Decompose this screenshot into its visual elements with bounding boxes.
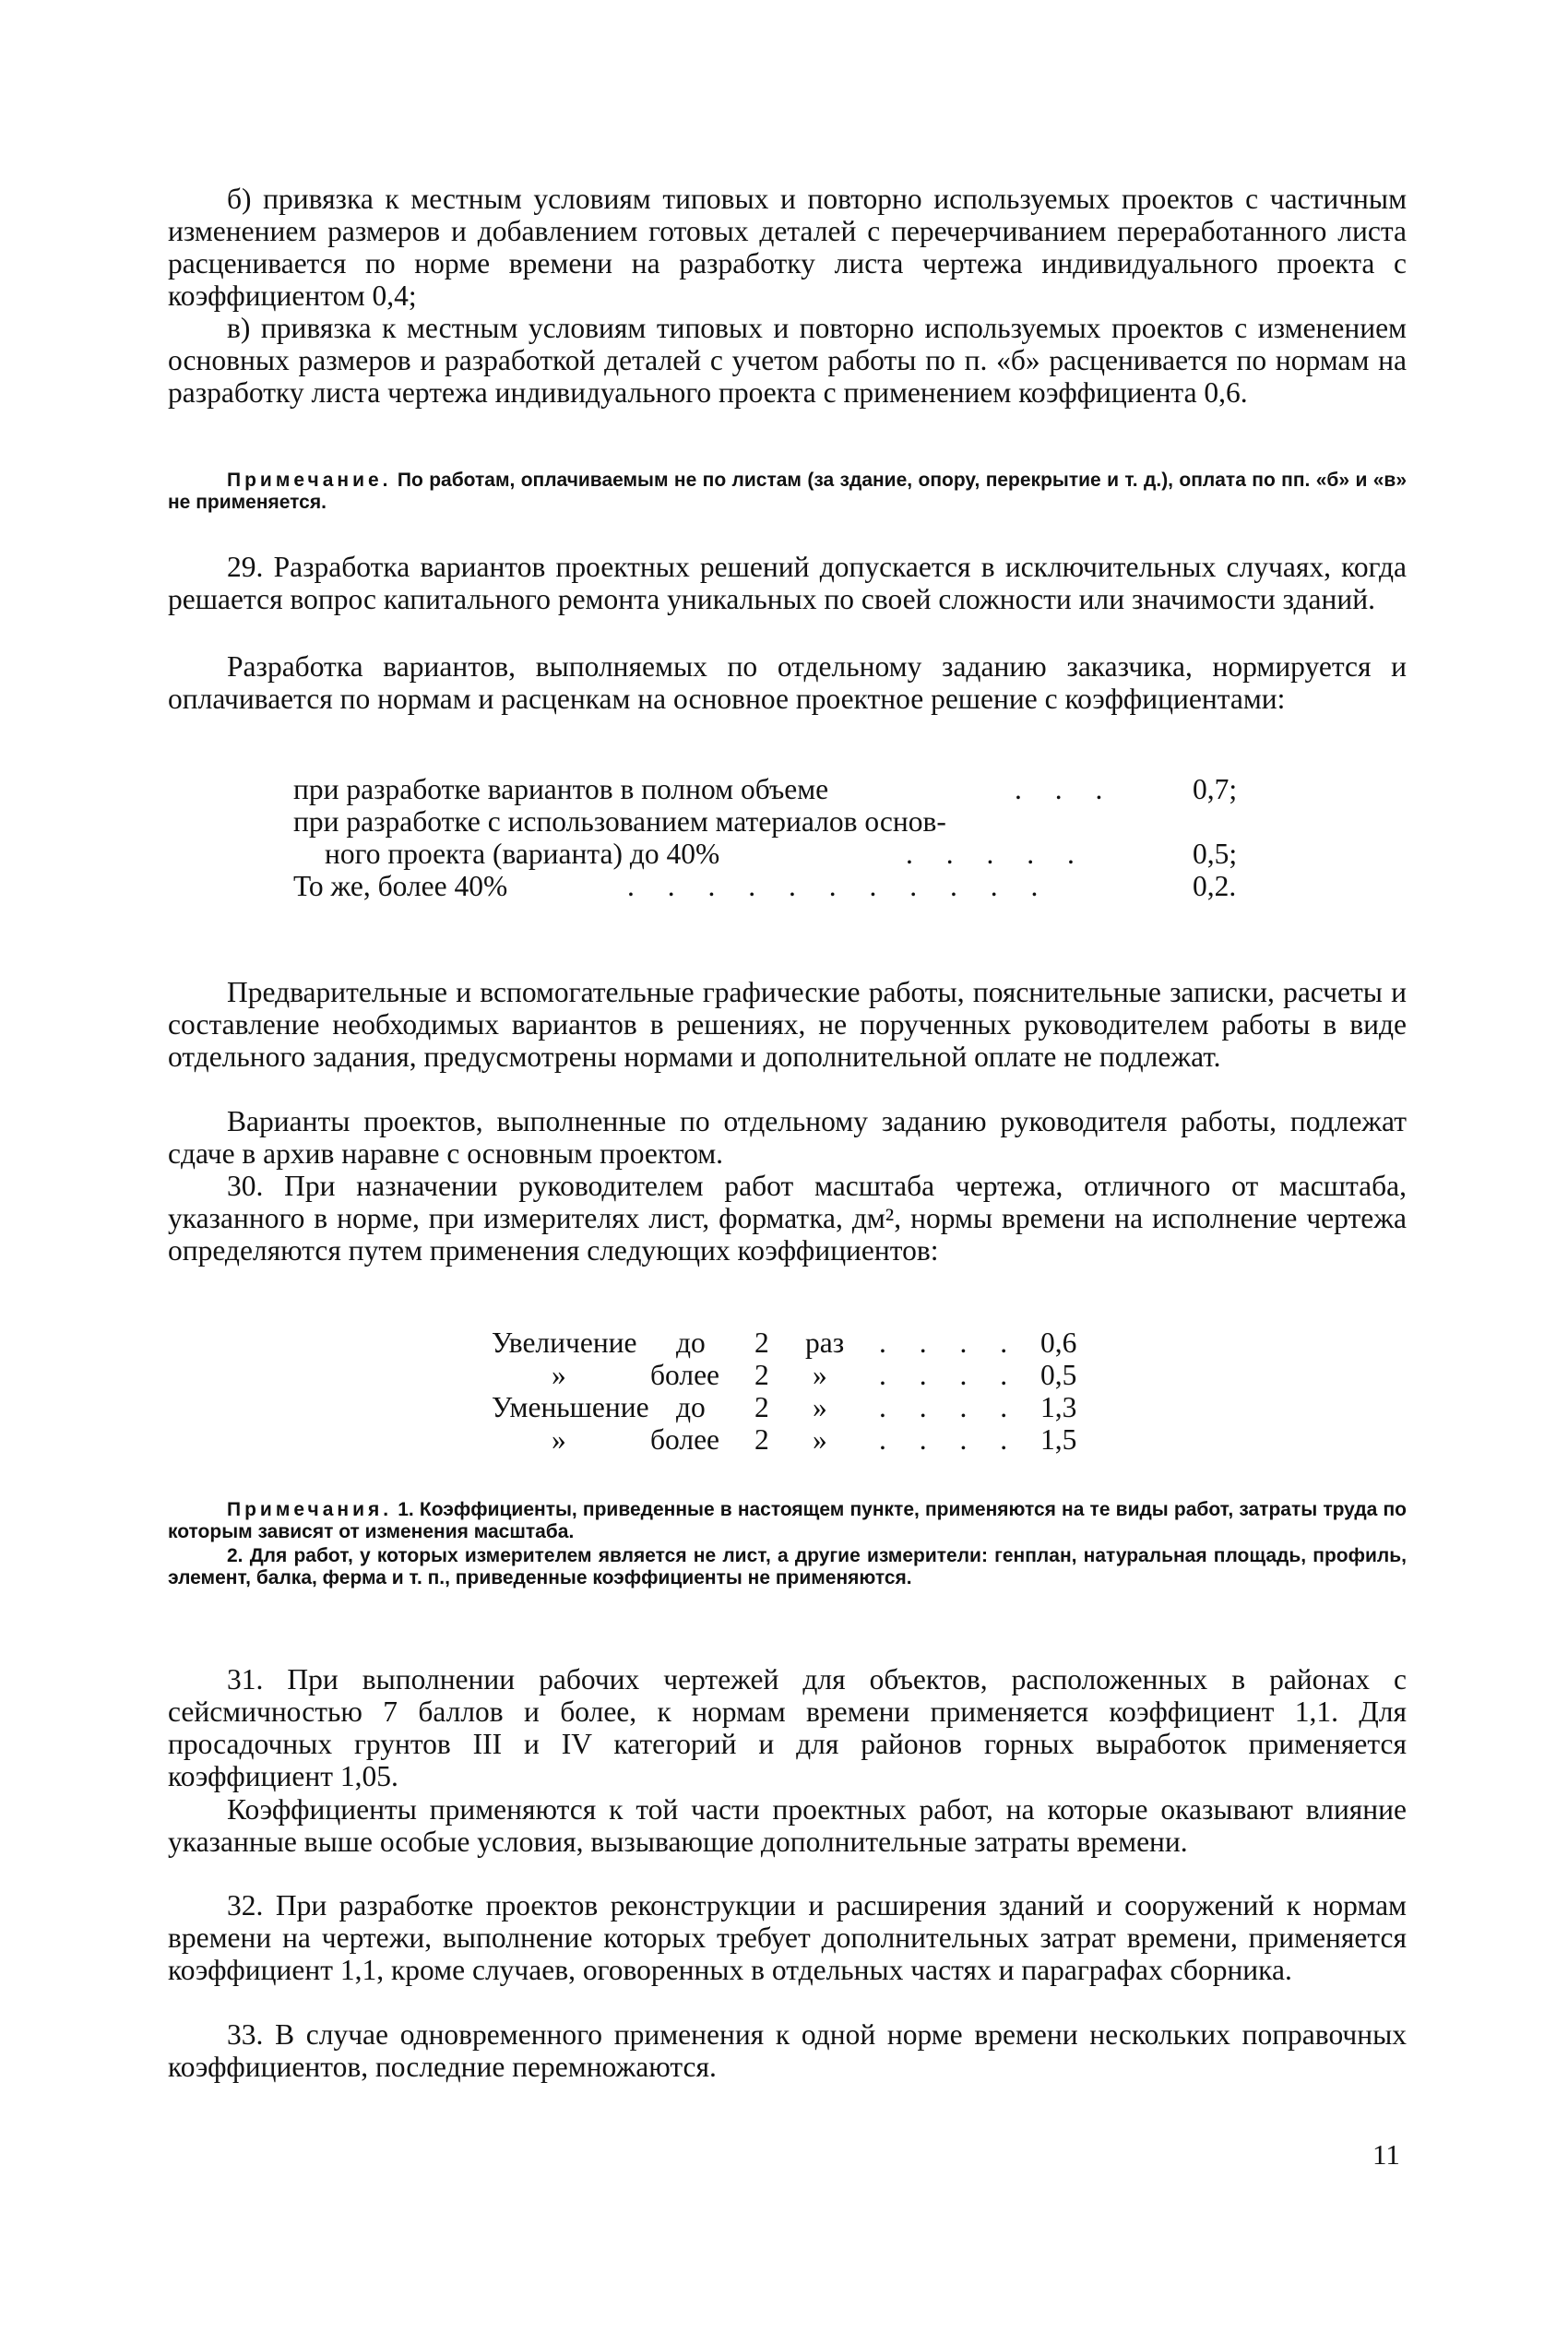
page-number: 11 — [1372, 2138, 1400, 2171]
scale-coef-n: 2 — [754, 1359, 769, 1391]
scale-coef-n: 2 — [754, 1391, 769, 1423]
paragraph-b-block — [168, 183, 1407, 312]
variant-coef-dots: . . . . . . . . . . . — [627, 870, 1051, 902]
paragraph-v-block — [168, 312, 1407, 409]
paragraph-variants: Варианты проектов, выполненные по отдельному заданию руководителя работы, подлежат сдаче в архив наравне с основным проектом. — [168, 1105, 1407, 1170]
paragraph-31: 31. При выполнении рабочих чертежей для объектов, расположенных в районах с сейсмичностью 7 баллов и более, к нормам времени применяется коэффициент 1,1. Для просадочных грунтов III и IV категорий и для районов горных выработок применяется коэффициент 1,05. — [168, 1663, 1407, 1792]
paragraph-29b: Разработка вариантов, выполняемых по отдельному заданию заказчика, нормируется и оплачивается по нормам и расценкам на основное проектное решение с коэффициентами: — [168, 650, 1407, 715]
paragraph-31b-block — [168, 1793, 1407, 1858]
scale-coef-value: 0,6 — [1040, 1327, 1077, 1359]
paragraph-30: 30. При назначении руководителем работ масштаба чертежа, отличного от масштаба, указанного в норме, при измерителях лист, форматка, дм², нормы времени на исполнение чертежа определяются путем применения следующих коэффициентов: — [168, 1170, 1407, 1267]
paragraph-v: в) привязка к местным условиям типовых и повторно используемых проектов с изменением основных размеров и разработкой деталей с учетом работы по п. «б» расценивается по нормам на разработку листа чертежа индивидуального проекта с применением коэффициента 0,6. — [168, 312, 1407, 409]
note-1 — [168, 470, 1407, 514]
paragraph-29-block — [168, 551, 1407, 615]
notes-2 — [168, 1499, 1407, 1589]
scale-coef-cond: более — [650, 1359, 720, 1391]
paragraph-32: 32. При разработке проектов реконструкции и расширения зданий и сооружений к нормам времени на чертежи, выполнение которых требует дополнительных затрат времени, применяется коэффициент 1,1, кроме случаев, оговоренных в отдельных частях и параграфах сборника. — [168, 1889, 1407, 1986]
notes-2-item-2: 2. Для работ, у которых измерителем является не лист, а другие измерители: генплан, натуральная площадь, профиль, элемент, балка, ферма и т. п., приведенные коэффициенты не применяются. — [168, 1545, 1407, 1588]
variant-coef-label: То же, более 40% — [293, 870, 508, 902]
paragraph-32-block — [168, 1889, 1407, 1986]
scale-coef-kind: » — [552, 1423, 566, 1456]
paragraph-variants-block — [168, 1105, 1407, 1170]
scale-coef-unit: раз — [805, 1327, 845, 1359]
notes-2-label: Примечания. — [227, 1499, 393, 1520]
variant-coef-value: 0,5; — [1193, 838, 1238, 870]
scale-coef-dots: . . . . — [879, 1327, 1021, 1359]
paragraph-b: б) привязка к местным условиям типовых и повторно используемых проектов с частичным изменением размеров и добавлением готовых деталей с перечерчиванием переработанного листа расценивается по норме времени на разработку листа чертежа индивидуального проекта с коэффициентом 0,4; — [168, 183, 1407, 312]
variant-coef-dots: . . . — [1015, 773, 1116, 805]
scale-coef-kind: Уменьшение — [492, 1391, 649, 1423]
paragraph-31-block — [168, 1663, 1407, 1792]
scale-coef-n: 2 — [754, 1327, 769, 1359]
scale-coef-unit: » — [813, 1423, 827, 1456]
paragraph-33: 33. В случае одновременного применения к одной норме времени нескольких поправочных коэффициентов, последние перемножаются. — [168, 2018, 1407, 2083]
variant-coef-value: 0,7; — [1193, 773, 1238, 805]
paragraph-prelim: Предварительные и вспомогательные графические работы, пояснительные записки, расчеты и составление необходимых вариантов в решениях, не порученных руководителем работы в виде отдельного задания, предусмотрены нормами и дополнительной оплате не подлежат. — [168, 976, 1407, 1073]
scale-coef-dots: . . . . — [879, 1391, 1021, 1423]
scale-coef-dots: . . . . — [879, 1359, 1021, 1391]
variant-coef-value: 0,2. — [1193, 870, 1237, 902]
note-1-text: По работам, оплачиваемым не по листам (за здание, опору, перекрытие и т. д.), оплата по пп. «б» и «в» не применяется. — [168, 470, 1408, 513]
scale-coef-cond: до — [676, 1391, 706, 1423]
scale-coef-cond: до — [676, 1327, 706, 1359]
scale-coef-n: 2 — [754, 1423, 769, 1456]
paragraph-31b: Коэффициенты применяются к той части проектных работ, на которые оказывают влияние указанные выше особые условия, вызывающие дополнительные затраты времени. — [168, 1793, 1407, 1858]
note-1-label: Примечание. — [227, 470, 392, 491]
variant-coef-dots: . . . . . — [906, 838, 1087, 870]
paragraph-33-block — [168, 2018, 1407, 2083]
variant-coef-label: при разработке вариантов в полном объеме — [293, 773, 829, 805]
scale-coef-unit: » — [813, 1391, 827, 1423]
paragraph-30-block — [168, 1170, 1407, 1267]
paragraph-29b-block — [168, 650, 1407, 715]
variant-coef-label: ного проекта (варианта) до 40% — [325, 838, 720, 870]
scale-coef-value: 1,3 — [1040, 1391, 1077, 1423]
paragraph-29: 29. Разработка вариантов проектных решений допускается в исключительных случаях, когда решается вопрос капитального ремонта уникальных по своей сложности или значимости зданий. — [168, 551, 1407, 615]
paragraph-prelim-block — [168, 976, 1407, 1073]
scale-coef-unit: » — [813, 1359, 827, 1391]
scale-coef-value: 1,5 — [1040, 1423, 1077, 1456]
notes-2-item-1: 1. Коэффициенты, приведенные в настоящем пункте, применяются на те виды работ, затраты труда по которым зависят от изменения масштаба. — [168, 1499, 1407, 1542]
variant-coef-label: при разработке с использованием материалов основ- — [293, 805, 946, 838]
scale-coef-kind: Увеличение — [492, 1327, 637, 1359]
scale-coef-dots: . . . . — [879, 1423, 1021, 1456]
scale-coef-kind: » — [552, 1359, 566, 1391]
scale-coef-value: 0,5 — [1040, 1359, 1077, 1391]
scale-coef-cond: более — [650, 1423, 720, 1456]
